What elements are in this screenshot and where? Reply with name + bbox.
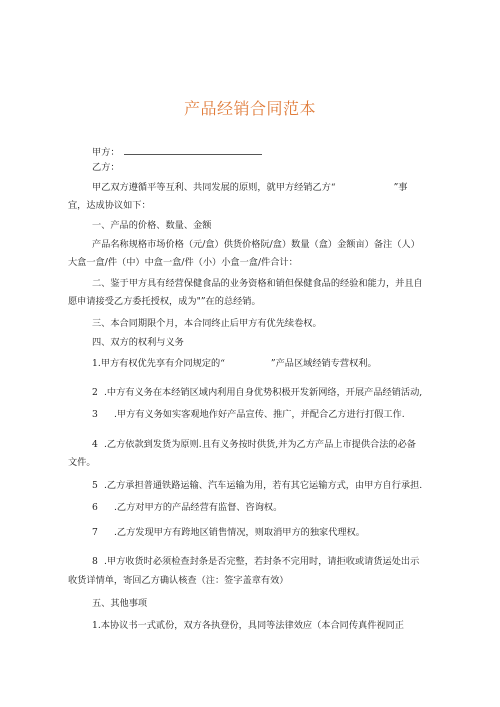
item-3-number: 3 [92,409,98,420]
item-8-continued: 收货详情单，寄回乙方确认核查（注：签字盖章有效） [68,575,289,586]
section-1-heading: 一、产品的价格、数量、金额 [92,220,212,231]
document-title: 产品经销合同范本 [183,99,316,118]
party-a-label: 甲方： [92,147,120,158]
section-5-item-1: 1.本协议书一式贰份，双方各执登份，具同等法律效应（本合同传真件视同正 [92,620,404,631]
section-2-line-2: 愿申请接受乙方委托授权，成为"”在的总经销。 [68,296,261,307]
intro-line-2: 宜，达成协议如下： [68,200,151,211]
intro-line-1-end: ”事 [393,182,408,193]
item-6-number: 6 [92,502,98,513]
item-7-text: .乙方发现甲方有跨地区销售情况，则取消甲方的独家代理权。 [114,527,365,538]
item-2 [92,387,422,399]
item-6 [92,502,282,514]
section-2-line-1: 二、鉴于甲方具有经营保健食品的业务资格和销但保健食品的经验和能力，并且自 [92,278,423,289]
item-5-text: .乙方承担普通铁路运输、汽车运输为用，若有其它运输方式，由甲方自行承担. [104,480,423,491]
item-3 [92,409,405,421]
item-4-text: .乙方依款到发货为原则.且有义务按时供货,并为乙方产品上市提供合法的必备 [104,439,416,450]
item-2-text: .中方有义务在本经销区域内利用自身优势积极开发新网络，开展产品经销活动, [104,387,423,398]
item-4-continued: 文件。 [68,457,96,468]
item-4-number: 4 [92,439,98,450]
item-8-text: .甲方收货时必须检查封条是否完整，若封条不完用时，请拒收或请货运处出示 [104,556,420,567]
party-a-line [92,145,262,159]
item-4 [92,439,416,451]
item-8-number: 8 [92,556,98,567]
item-3-text: .甲方有义务如实客观地作好产品宣传、推广，并配合乙方进行打假工作. [114,409,405,420]
item-8 [92,556,419,568]
item-7-number: 7 [92,527,98,538]
intro-line-1-start: 甲乙双方遵循平等互利、共同发展的原则，就甲方经销乙方“ [92,182,336,193]
intro-line-1 [92,182,407,194]
party-b-label: 乙方： [92,162,120,173]
item-7 [92,527,365,539]
section-1-line-1: 产品名称规格市场价格（元/盒）供货价格阮/盒）数量（盒）金额亩）备注（人） [92,239,420,250]
item-1 [92,358,377,370]
item-6-text: .乙方对甲方的产品经营有监督、咨询权。 [114,502,283,513]
item-2-number: 2 [92,387,98,398]
section-3: 三、本合同期限个月，本合同终止后甲方有优先续卷权。 [92,318,322,329]
item-1-start: 1.甲方有权优先享有介同规定的“ [92,358,225,369]
item-1-end: ”产品区域经销专营权利。 [270,358,377,369]
section-1-line-2: 大盒一盒/件（中）中盒一盒/件（小）小盒一盒/件合计： [68,257,298,268]
section-4-heading: 四、双方的权利与义务 [92,337,184,348]
section-5-heading: 五、其他事项 [92,598,148,609]
party-a-blank [124,145,262,155]
item-5 [92,480,422,492]
item-5-number: 5 [92,480,98,491]
